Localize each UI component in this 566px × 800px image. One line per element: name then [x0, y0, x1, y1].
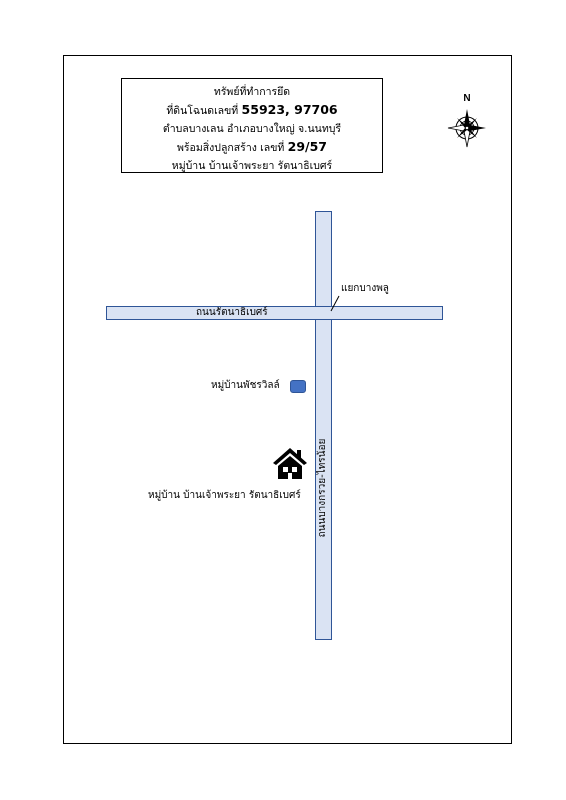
road-horizontal-label: ถนนรัตนาธิเบศร์ [196, 307, 268, 318]
info-title: ทรัพย์ที่ทำการยึด [213, 86, 291, 98]
village2-label: หมู่บ้าน บ้านเจ้าพระยา รัตนาธิเบศร์ [148, 490, 301, 501]
compass-north-label: N [463, 93, 471, 104]
road-vertical-label: ถนนบางกรวย-ไทรน้อย [317, 438, 328, 538]
village1-label: หมู่บ้านพัชรวิลล์ [211, 380, 280, 391]
house-icon [272, 446, 308, 480]
info-deed-prefix: ที่ดินโฉนดเลขที่ [166, 105, 242, 117]
junction-label: แยกบางพลู [341, 283, 389, 294]
info-location: ตำบลบางเลน อำเภอบางใหญ่ จ.นนทบุรี [162, 123, 342, 135]
info-building-prefix: พร้อมสิ่งปลูกสร้าง เลขที่ [176, 142, 288, 154]
village1-marker [290, 380, 306, 393]
info-deed-numbers: 55923, 97706 [241, 102, 338, 117]
info-building-number: 29/57 [287, 139, 327, 154]
info-village: หมู่บ้าน บ้านเจ้าพระยา รัตนาธิเบศร์ [171, 160, 333, 172]
